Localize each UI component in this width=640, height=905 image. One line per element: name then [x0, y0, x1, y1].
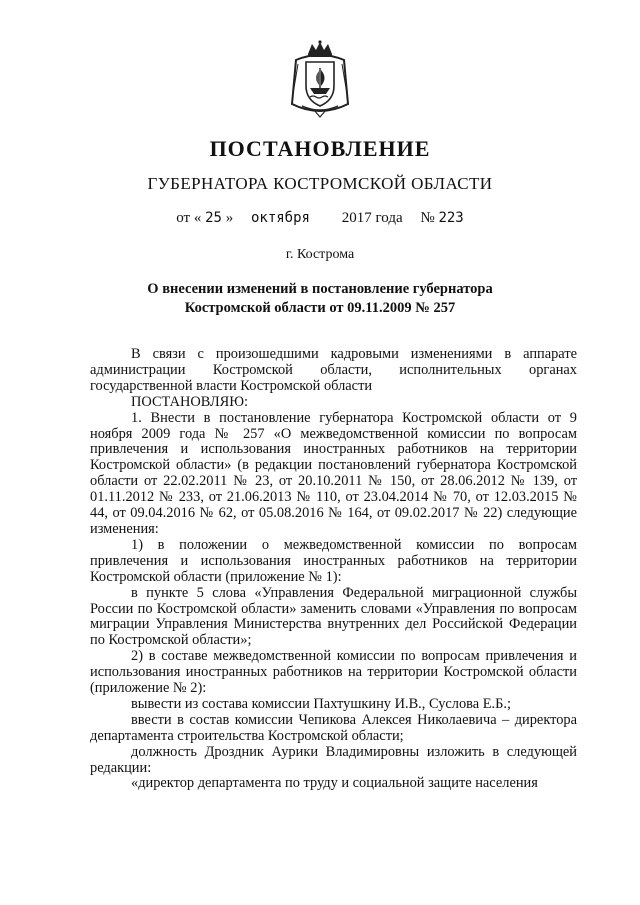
- body-paragraph: должность Дроздник Аурики Владимировны изложить в следующей редакции:: [90, 743, 577, 776]
- body-paragraph: В связи с произошедшими кадровыми изменениями в аппарате администрации Костромской области, исполнительных органах государственной власти Костромской области: [90, 346, 577, 394]
- document-heading: [0, 280, 640, 318]
- date-day: 25: [205, 210, 222, 226]
- date-year: 2017 года: [341, 210, 403, 226]
- date-month: октября: [250, 210, 310, 226]
- document-body: [90, 347, 577, 792]
- date-mid: »: [225, 210, 234, 226]
- issuing-authority: ГУБЕРНАТОРА КОСТРОМСКОЙ ОБЛАСТИ: [147, 174, 493, 193]
- body-paragraph: 1. Внести в постановление губернатора Костромской области от 9 ноября 2009 года № 257 «О межведомственной комиссии по вопросам привлечения и использования иностранных работников на территории Костромской области» (в редакции постановлений губернатора Костромской области от 22.02.2011 № 23, от 20.10.2011 № 150, от 28.06.2012 № 139, от 01.11.2012 № 233, от 21.06.2013 № 110, от 23.04.2014 № 70, от 12.03.2015 № 44, от 09.04.2016 № 62, от 05.08.2016 № 164, от 09.02.2017 № 22) следующие изменения:: [90, 409, 577, 537]
- document-number: 223: [438, 210, 464, 226]
- heading-line-1: О внесении изменений в постановление губернатора: [147, 281, 493, 297]
- date-prefix: от «: [176, 210, 202, 226]
- heading-line-2: Костромской области от 09.11.2009 № 257: [184, 300, 456, 316]
- number-sign: №: [420, 210, 435, 226]
- body-paragraph: 2) в составе межведомственной комиссии по вопросам привлечения и использования иностранных работников на территории Костромской области (приложение № 2):: [90, 648, 577, 697]
- document-title: ПОСТАНОВЛЕНИЕ: [209, 136, 431, 161]
- body-paragraph: ввести в состав комиссии Чепикова Алексея Николаевича – директора департамента строительства Костромской области;: [90, 711, 577, 744]
- coat-of-arms-icon: [288, 40, 352, 118]
- city: г. Кострома: [285, 247, 355, 262]
- body-paragraph: «директор департамента по труду и социальной защите населения: [131, 775, 538, 792]
- body-paragraph: в пункте 5 слова «Управления Федеральной миграционной службы России по Костромской области» заменить словами «Управления по вопросам миграции Управления Министерства внутренних дел Российской Федерации по Костромской области»;: [90, 584, 577, 649]
- body-paragraph: 1) в положении о межведомственной комиссии по вопросам привлечения и использования иностранных работников на территории Костромской области (приложение № 1):: [90, 536, 577, 585]
- body-paragraph: вывести из состава комиссии Пахтушкину И.В., Суслова Е.Б.;: [131, 695, 512, 712]
- body-paragraph: ПОСТАНОВЛЯЮ:: [131, 393, 249, 410]
- date-line: [0, 210, 640, 227]
